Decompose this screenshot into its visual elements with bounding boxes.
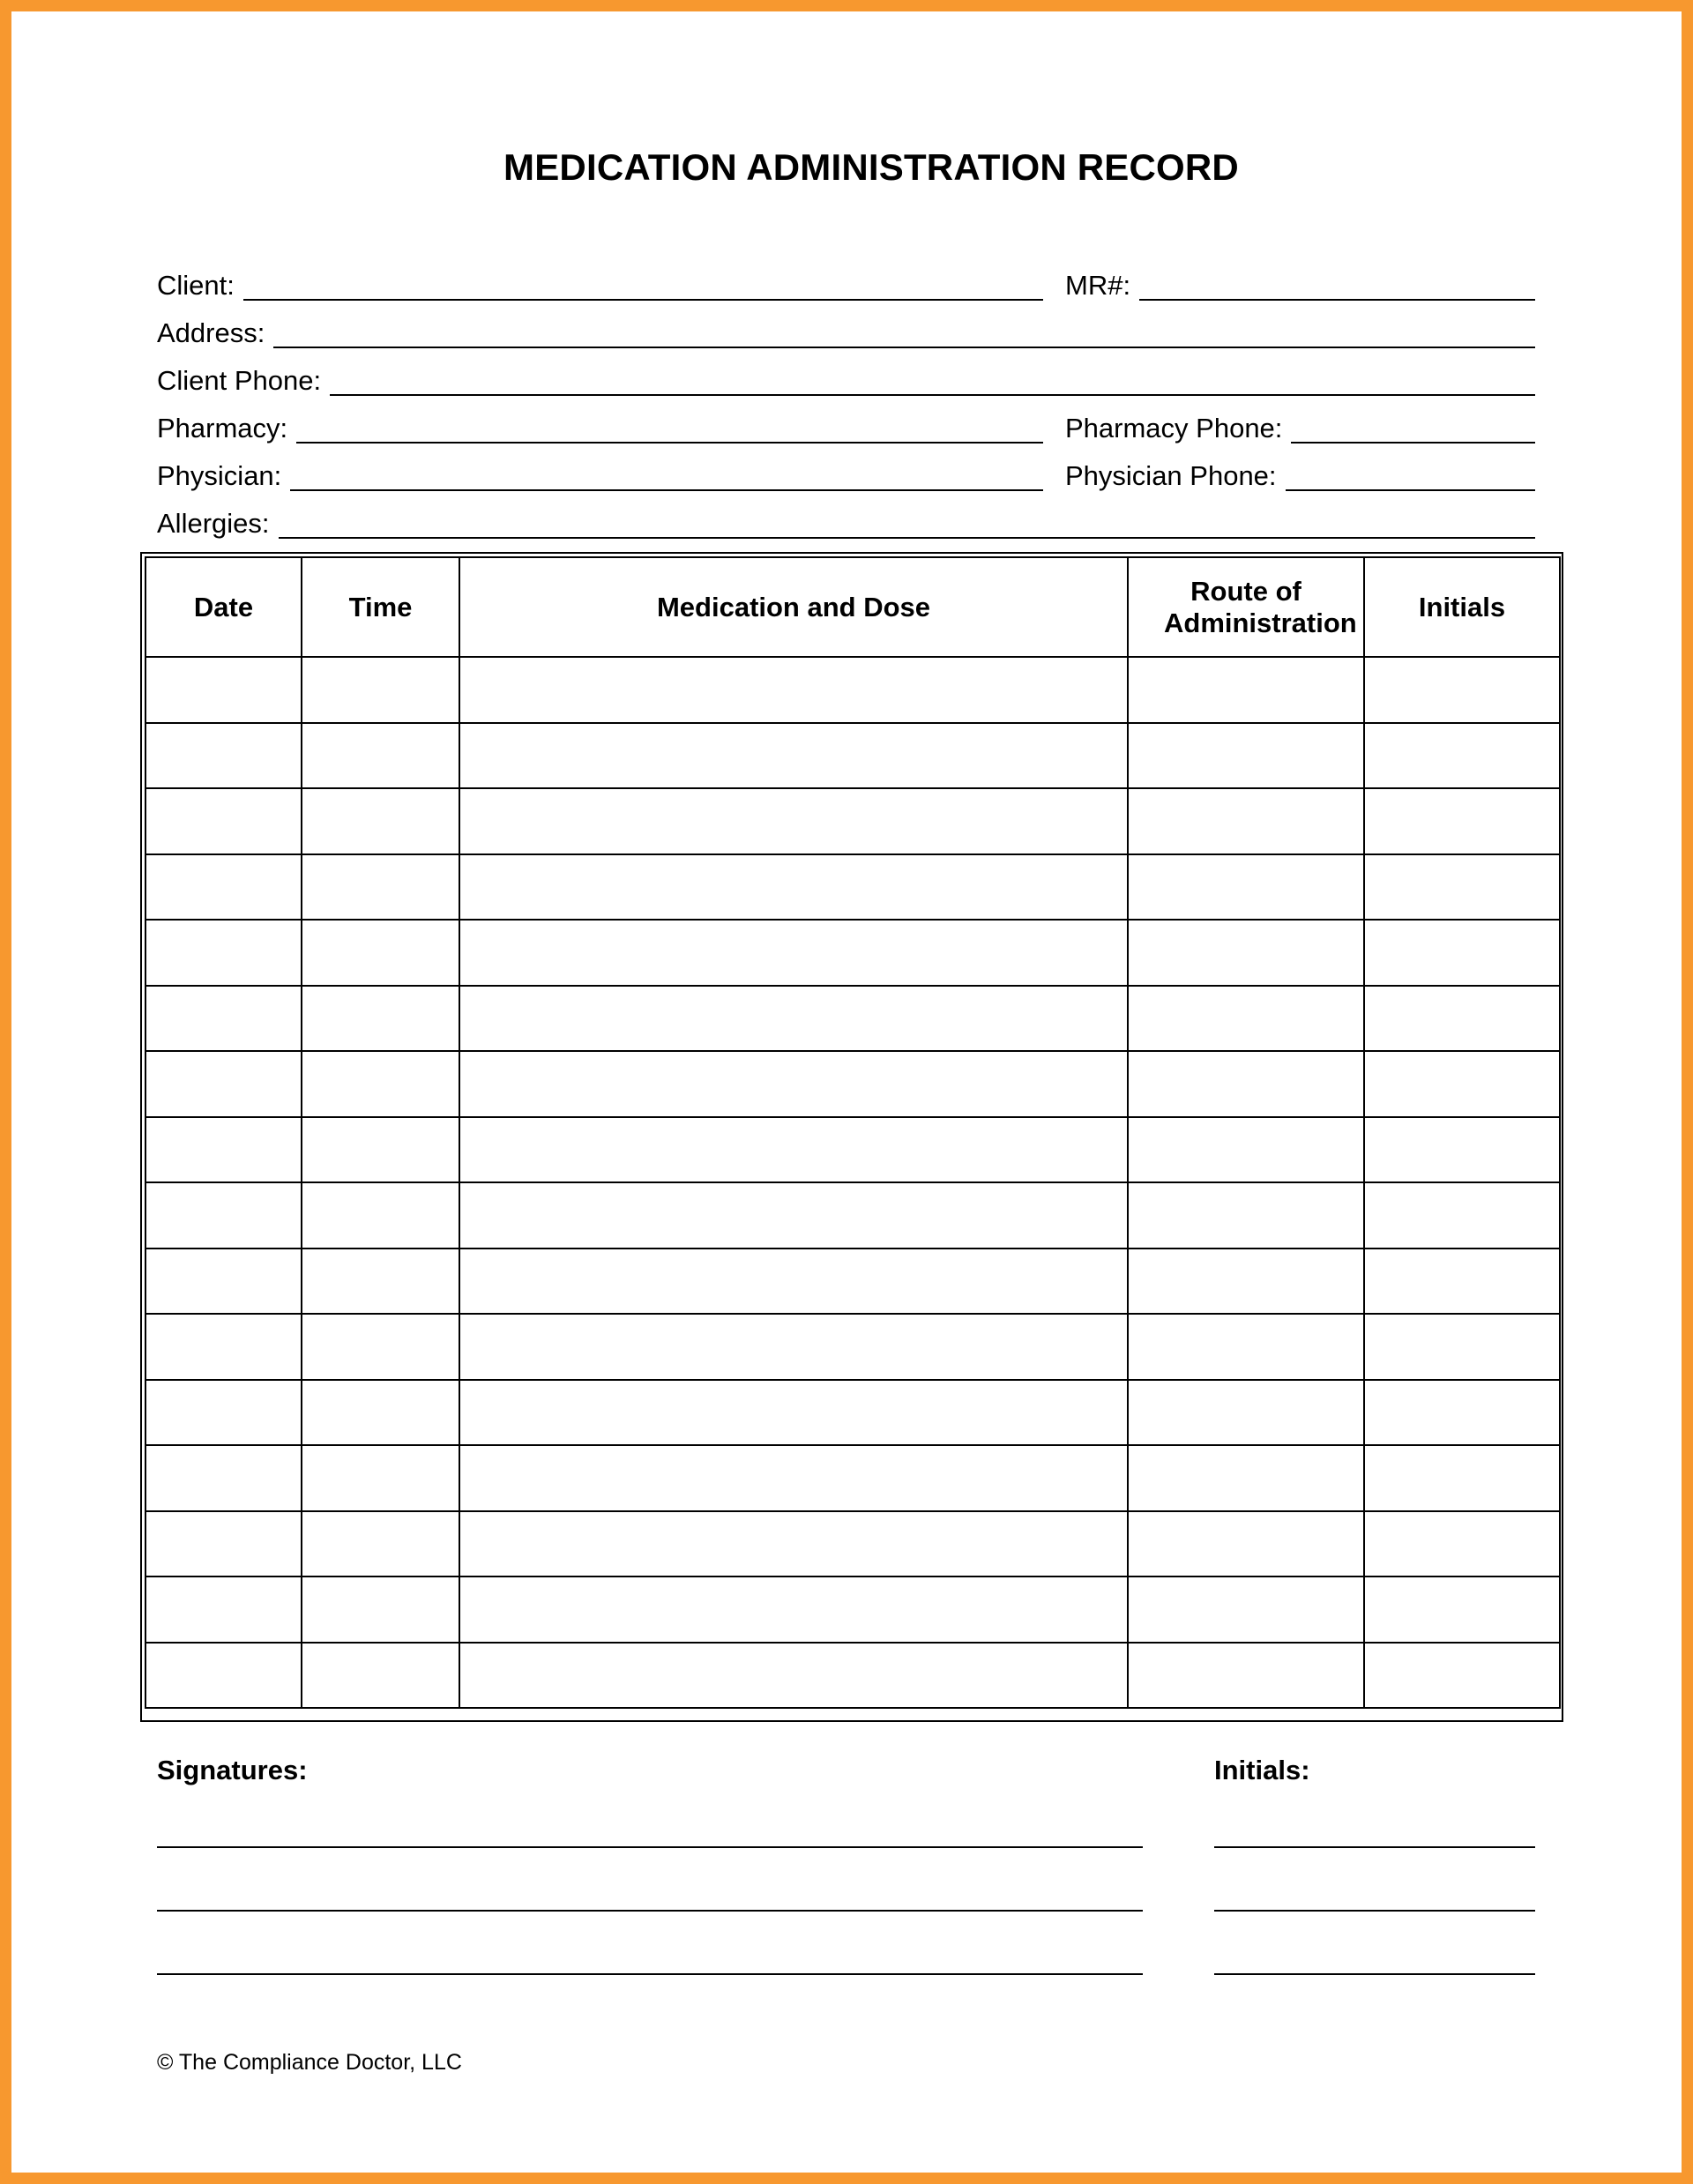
header-initials: Initials [1364, 557, 1560, 657]
table-cell[interactable] [302, 986, 459, 1052]
table-cell[interactable] [145, 723, 302, 789]
pharmacy-label: Pharmacy: [157, 413, 288, 444]
table-cell[interactable] [1128, 788, 1364, 854]
table-cell[interactable] [302, 723, 459, 789]
table-cell[interactable] [459, 1511, 1128, 1577]
form-title: MEDICATION ADMINISTRATION RECORD [503, 146, 1239, 188]
allergies-input-line[interactable] [279, 508, 1536, 539]
table-cell[interactable] [459, 788, 1128, 854]
physician-phone-field[interactable] [1065, 452, 1535, 491]
pharmacy-phone-input-line[interactable] [1291, 413, 1535, 444]
table-cell[interactable] [1364, 1314, 1560, 1380]
table-cell[interactable] [145, 657, 302, 723]
physician-input-line[interactable] [290, 460, 1043, 491]
pharmacy-phone-field[interactable] [1065, 405, 1535, 444]
table-cell[interactable] [145, 1380, 302, 1446]
physician-phone-label: Physician Phone: [1065, 460, 1277, 491]
table-cell[interactable] [302, 1051, 459, 1117]
table-row [145, 1117, 1560, 1183]
address-input-line[interactable] [273, 317, 1535, 348]
table-row [145, 854, 1560, 921]
allergies-field[interactable] [157, 500, 1535, 539]
copyright-footer: © The Compliance Doctor, LLC [157, 2050, 462, 2075]
table-cell[interactable] [1364, 788, 1560, 854]
table-cell[interactable] [302, 1643, 459, 1709]
table-row [145, 1511, 1560, 1577]
table-row [145, 920, 1560, 986]
table-cell[interactable] [1128, 1445, 1364, 1511]
table-cell[interactable] [1364, 1380, 1560, 1446]
client-field[interactable] [157, 262, 1043, 301]
table-cell[interactable] [302, 1117, 459, 1183]
table-cell[interactable] [459, 1577, 1128, 1643]
table-cell[interactable] [1128, 1643, 1364, 1709]
mr-input-line[interactable] [1139, 270, 1535, 301]
physician-phone-input-line[interactable] [1286, 460, 1535, 491]
table-header-row [145, 557, 1560, 657]
table-cell[interactable] [145, 1117, 302, 1183]
table-row [145, 657, 1560, 723]
table-cell[interactable] [1364, 723, 1560, 789]
header-time: Time [302, 557, 459, 657]
address-field[interactable] [157, 309, 1535, 348]
table-cell[interactable] [1364, 657, 1560, 723]
table-cell[interactable] [145, 1577, 302, 1643]
table-row [145, 1445, 1560, 1511]
table-cell[interactable] [1128, 657, 1364, 723]
table-row [145, 1249, 1560, 1315]
table-cell[interactable] [1128, 1182, 1364, 1249]
table-cell[interactable] [459, 1249, 1128, 1315]
mr-label: MR#: [1065, 270, 1131, 301]
table-cell[interactable] [145, 1051, 302, 1117]
medication-table [145, 556, 1561, 1709]
table-cell[interactable] [1128, 920, 1364, 986]
table-row [145, 1182, 1560, 1249]
mr-field[interactable] [1065, 262, 1535, 301]
pharmacy-field[interactable] [157, 405, 1043, 444]
table-cell[interactable] [145, 920, 302, 986]
address-label: Address: [157, 317, 265, 348]
table-cell[interactable] [1364, 1445, 1560, 1511]
table-row [145, 1051, 1560, 1117]
table-cell[interactable] [459, 1445, 1128, 1511]
table-cell[interactable] [302, 1445, 459, 1511]
table-cell[interactable] [302, 1380, 459, 1446]
table-row [145, 723, 1560, 789]
table-cell[interactable] [302, 1182, 459, 1249]
table-cell[interactable] [302, 1577, 459, 1643]
table-row [145, 1314, 1560, 1380]
table-cell[interactable] [1128, 1577, 1364, 1643]
client-input-line[interactable] [243, 270, 1043, 301]
signature-line[interactable] [157, 1910, 1143, 1912]
table-cell[interactable] [302, 788, 459, 854]
table-cell[interactable] [145, 1314, 302, 1380]
signature-line[interactable] [157, 1973, 1143, 1975]
table-cell[interactable] [302, 854, 459, 921]
table-row [145, 788, 1560, 854]
table-cell[interactable] [145, 1249, 302, 1315]
table-cell[interactable] [302, 1249, 459, 1315]
table-cell[interactable] [459, 657, 1128, 723]
table-cell[interactable] [459, 986, 1128, 1052]
table-cell[interactable] [302, 1511, 459, 1577]
header-route: Route of Administration [1128, 557, 1364, 657]
initials-label: Initials: [1214, 1755, 1310, 1785]
table-cell[interactable] [459, 723, 1128, 789]
table-cell[interactable] [1128, 854, 1364, 921]
table-cell[interactable] [145, 1182, 302, 1249]
header-medication-dose: Medication and Dose [459, 557, 1128, 657]
table-cell[interactable] [1128, 1051, 1364, 1117]
table-cell[interactable] [459, 1051, 1128, 1117]
signature-line[interactable] [157, 1846, 1143, 1848]
table-cell[interactable] [302, 1314, 459, 1380]
pharmacy-input-line[interactable] [296, 413, 1043, 444]
table-cell[interactable] [1364, 986, 1560, 1052]
table-cell[interactable] [1364, 920, 1560, 986]
table-cell[interactable] [1128, 1314, 1364, 1380]
initials-line[interactable] [1214, 1846, 1535, 1848]
table-cell[interactable] [459, 1117, 1128, 1183]
table-cell[interactable] [459, 1380, 1128, 1446]
table-cell[interactable] [145, 788, 302, 854]
client-phone-input-line[interactable] [330, 365, 1535, 396]
client-phone-label: Client Phone: [157, 365, 322, 396]
table-cell[interactable] [1364, 1249, 1560, 1315]
pharmacy-phone-label: Pharmacy Phone: [1065, 413, 1283, 444]
table-cell[interactable] [145, 854, 302, 921]
table-cell[interactable] [459, 920, 1128, 986]
table-cell[interactable] [1364, 1051, 1560, 1117]
client-phone-field[interactable] [157, 357, 1535, 396]
signatures-label: Signatures: [157, 1755, 308, 1785]
table-row [145, 986, 1560, 1052]
table-cell[interactable] [1364, 1182, 1560, 1249]
table-cell[interactable] [1128, 1249, 1364, 1315]
table-cell[interactable] [145, 986, 302, 1052]
table-cell[interactable] [459, 1182, 1128, 1249]
table-cell[interactable] [145, 1445, 302, 1511]
initials-line[interactable] [1214, 1973, 1535, 1975]
header-date: Date [145, 557, 302, 657]
table-row [145, 1577, 1560, 1643]
initials-line[interactable] [1214, 1910, 1535, 1912]
table-cell[interactable] [145, 1643, 302, 1709]
table-cell[interactable] [459, 1314, 1128, 1380]
physician-field[interactable] [157, 452, 1043, 491]
table-row [145, 1380, 1560, 1446]
table-cell[interactable] [1364, 1577, 1560, 1643]
table-cell[interactable] [1364, 1117, 1560, 1183]
table-cell[interactable] [302, 657, 459, 723]
table-cell[interactable] [1128, 1380, 1364, 1446]
table-cell[interactable] [1364, 1511, 1560, 1577]
table-body [145, 657, 1560, 1708]
table-row [145, 1643, 1560, 1709]
table-cell[interactable] [1364, 1643, 1560, 1709]
table-cell[interactable] [145, 1511, 302, 1577]
physician-label: Physician: [157, 460, 282, 491]
table-cell[interactable] [1364, 854, 1560, 921]
table-cell[interactable] [459, 1643, 1128, 1709]
table-cell[interactable] [1128, 986, 1364, 1052]
table-cell[interactable] [459, 854, 1128, 921]
allergies-label: Allergies: [157, 508, 270, 539]
table-cell[interactable] [1128, 1117, 1364, 1183]
table-cell[interactable] [302, 920, 459, 986]
table-cell[interactable] [1128, 723, 1364, 789]
table-cell[interactable] [1128, 1511, 1364, 1577]
client-label: Client: [157, 270, 235, 301]
